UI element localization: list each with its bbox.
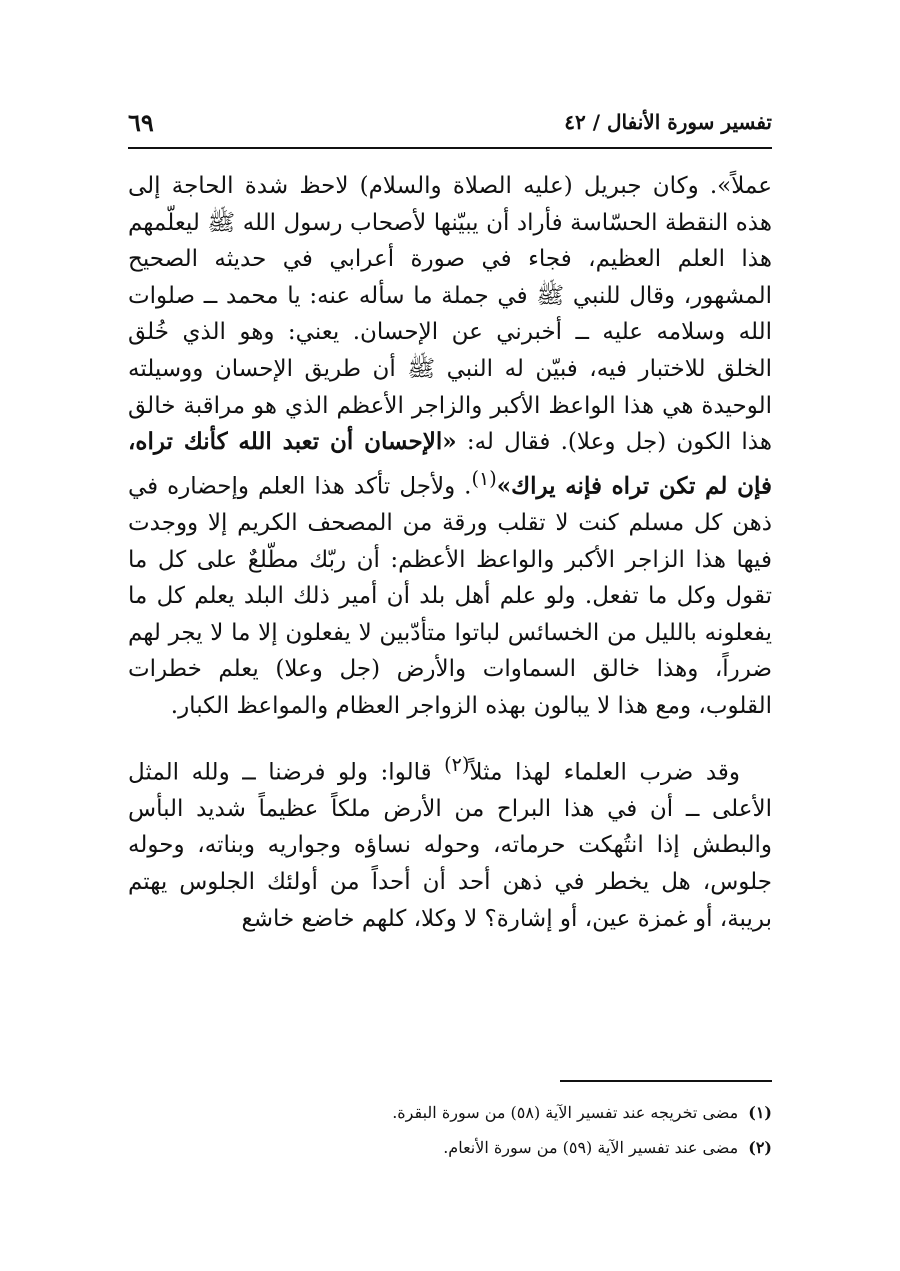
footnote-ref: (٢) [444,752,470,776]
paragraph-2-continuation: قالوا: ولو فرضنا ــ ولله المثل الأعلى ــ أن في هذا البراح من الأرض ملكاً عظيماً شديد البأس والبطش إذا انتُهكت حرماته، وحوله نساؤه وجواريه وبناته، وحوله جلوس، هل يخطر في ذهن أحد أن أحداً من أولئك الجلوس يهتم بريبة، أو غمزة عين، أو إشارة؟ لا وكلا، كلهم خاضع خاشع [128,759,772,932]
header-divider [128,147,772,149]
paragraph [128,747,772,938]
running-title: تفسير سورة الأنفال / ٤٢ [564,110,772,134]
paragraph [128,168,772,725]
footnote-divider [560,1080,772,1082]
main-text [128,168,772,937]
footnotes [128,1095,772,1165]
paragraph-1-text: عملاً». وكان جبريل (عليه الصلاة والسلام) لاحظ شدة الحاجة إلى هذه النقطة الحسّاسة فأراد أن يبيّنها لأصحاب رسول الله ﷺ ليعلّمهم هذا العلم العظيم، فجاء في صورة أعرابي في حديثه الصحيح المشهور، وقال للنبي ﷺ في جملة ما سأله عنه: يا محمد ــ صلوات الله وسلامه عليه ــ أخبرني عن الإحسان. يعني: وهو الذي خُلق الخلق للاختبار فيه، فبيّن له النبي ﷺ أن طريق الإحسان ووسيلته الوحيدة هي هذا الواعظ الأكبر والزاجر الأعظم الذي هو مراقبة خالق هذا الكون (جل وعلا). فقال له: [128,173,772,456]
footnote-marker: (٢) [748,1138,772,1157]
footnote-text: مضى تخريجه عند تفسير الآية (٥٨) من سورة البقرة. [392,1103,739,1122]
page-header [128,108,772,148]
page-number: ٦٩ [128,108,154,137]
footnote-text: مضى عند تفسير الآية (٥٩) من سورة الأنعام. [443,1138,739,1157]
paragraph-1-continuation: . ولأجل تأكد هذا العلم وإحضاره في ذهن كل مسلم كنت لا تقلب ورقة من المصحف الكريم إلا ووجدت فيها هذا الزاجر الأكبر والواعظ الأعظم: أن ربّك مطّلعٌ على كل ما تقول وكل ما تفعل. ولو علم أهل بلد أن أمير ذلك البلد يعلم كل ما يفعلونه بالليل من الخسائس لباتوا متأدّبين لا يفعلون إلا ما لا يجر لهم ضرراً، وهذا خالق السماوات والأرض (جل وعلا) يعلم خطرات القلوب، ومع هذا لا يبالون بهذه الزواجر العظام والمواعظ الكبار. [128,473,772,719]
hadith-quote: «الإحسان أن تعبد الله كأنك تراه، فإن لم تكن تراه فإنه يراك» [128,428,773,500]
footnote-marker: (١) [748,1103,772,1122]
footnote [128,1130,772,1165]
footnote [128,1095,772,1130]
footnote-ref: (١) [471,466,497,490]
paragraph-2-start: وقد ضرب العلماء لهذا مثلاً [469,759,740,786]
